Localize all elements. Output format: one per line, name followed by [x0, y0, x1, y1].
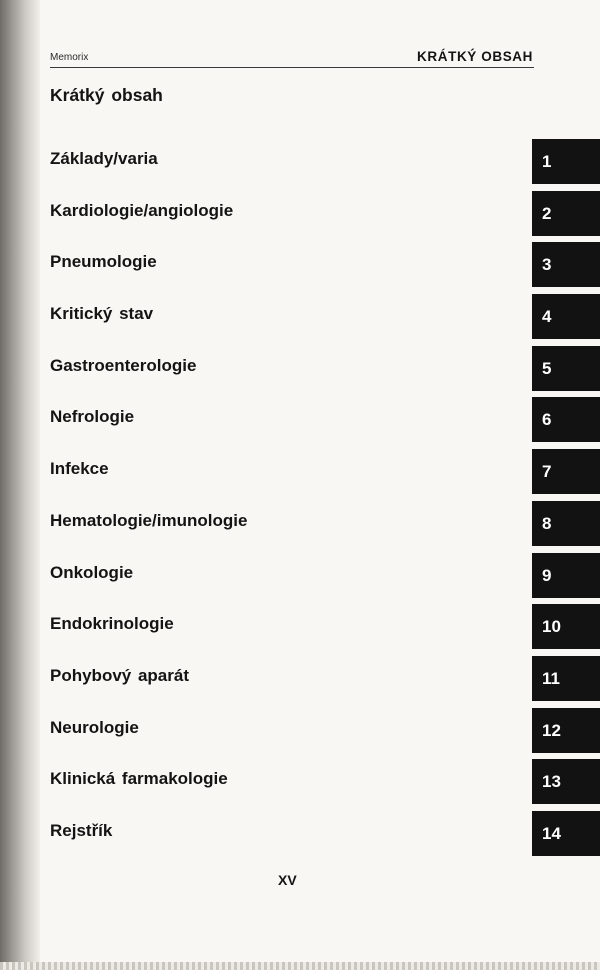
page-number: XV	[278, 872, 297, 888]
chapter-tab-number: 1	[542, 152, 552, 171]
chapter-tab[interactable]	[532, 759, 600, 804]
chapter-tab-number: 2	[542, 203, 552, 223]
chapter-tab-number: 14	[542, 823, 561, 843]
toc-entry-12[interactable]	[0, 706, 600, 758]
toc-entry-6[interactable]	[0, 395, 600, 447]
chapter-tab[interactable]	[532, 501, 600, 546]
chapter-tab[interactable]	[532, 346, 600, 391]
toc-entry-13[interactable]	[0, 757, 600, 809]
toc-entry-9[interactable]	[0, 551, 600, 603]
toc-entry-label[interactable]: Gastroenterologie	[50, 355, 197, 375]
chapter-tab-number: 6	[542, 410, 552, 430]
toc-entry-5[interactable]	[0, 344, 600, 396]
toc-entry-14[interactable]	[0, 809, 600, 861]
table-of-contents	[0, 137, 600, 861]
chapter-tab-number: 5	[542, 358, 552, 378]
toc-entry-label[interactable]: Infekce	[50, 459, 109, 479]
chapter-tab-number: 9	[542, 565, 552, 585]
chapter-tab-number: 13	[542, 772, 561, 792]
page-bottom-edge	[0, 962, 600, 970]
running-header-left: Memorix	[50, 52, 89, 63]
toc-entry-label[interactable]: Nefrologie	[50, 407, 135, 427]
toc-entry-label[interactable]: Hematologie/imunologie	[50, 510, 248, 530]
chapter-tab[interactable]	[532, 397, 600, 442]
toc-entry-label[interactable]: Pohybový aparát	[50, 665, 189, 685]
chapter-tab[interactable]	[532, 656, 600, 701]
chapter-tab[interactable]	[532, 604, 600, 649]
running-header-right: KRÁTKÝ OBSAH	[417, 49, 533, 64]
chapter-tab[interactable]	[532, 294, 600, 339]
chapter-tab[interactable]	[532, 139, 600, 184]
chapter-tab[interactable]	[532, 708, 600, 753]
toc-entry-11[interactable]	[0, 654, 600, 706]
chapter-tab-number: 10	[542, 617, 561, 637]
chapter-tab[interactable]	[532, 553, 600, 598]
chapter-tab-number: 7	[542, 462, 552, 482]
toc-entry-3[interactable]	[0, 240, 600, 292]
chapter-tab-number: 11	[542, 668, 560, 688]
toc-entry-label[interactable]: Základy/varia	[50, 149, 158, 168]
toc-entry-label[interactable]: Neurologie	[50, 717, 139, 737]
chapter-tab-number: 12	[542, 720, 561, 740]
toc-entry-1[interactable]	[0, 137, 600, 189]
toc-entry-2[interactable]	[0, 189, 600, 241]
chapter-tab-number: 3	[542, 255, 552, 275]
chapter-tab-number: 8	[542, 513, 552, 533]
toc-entry-label[interactable]: Pneumologie	[50, 252, 157, 272]
toc-entry-10[interactable]	[0, 602, 600, 654]
chapter-tab[interactable]	[532, 811, 600, 856]
toc-entry-label[interactable]: Endokrinologie	[50, 614, 174, 634]
chapter-tab[interactable]	[532, 242, 600, 287]
chapter-tab-number: 4	[542, 307, 552, 327]
toc-entry-label[interactable]: Kardiologie/angiologie	[50, 200, 234, 220]
toc-entry-7[interactable]	[0, 447, 600, 499]
chapter-tab[interactable]	[532, 191, 600, 236]
toc-entry-label[interactable]: Klinická farmakologie	[50, 769, 228, 789]
toc-entry-label[interactable]: Rejstřík	[50, 820, 113, 840]
toc-entry-4[interactable]	[0, 292, 600, 344]
chapter-tab[interactable]	[532, 449, 600, 494]
toc-entry-8[interactable]	[0, 499, 600, 551]
header-rule	[50, 67, 534, 68]
page-title: Krátký obsah	[50, 85, 163, 105]
toc-entry-label[interactable]: Kritický stav	[50, 304, 154, 324]
toc-entry-label[interactable]: Onkologie	[50, 562, 134, 582]
